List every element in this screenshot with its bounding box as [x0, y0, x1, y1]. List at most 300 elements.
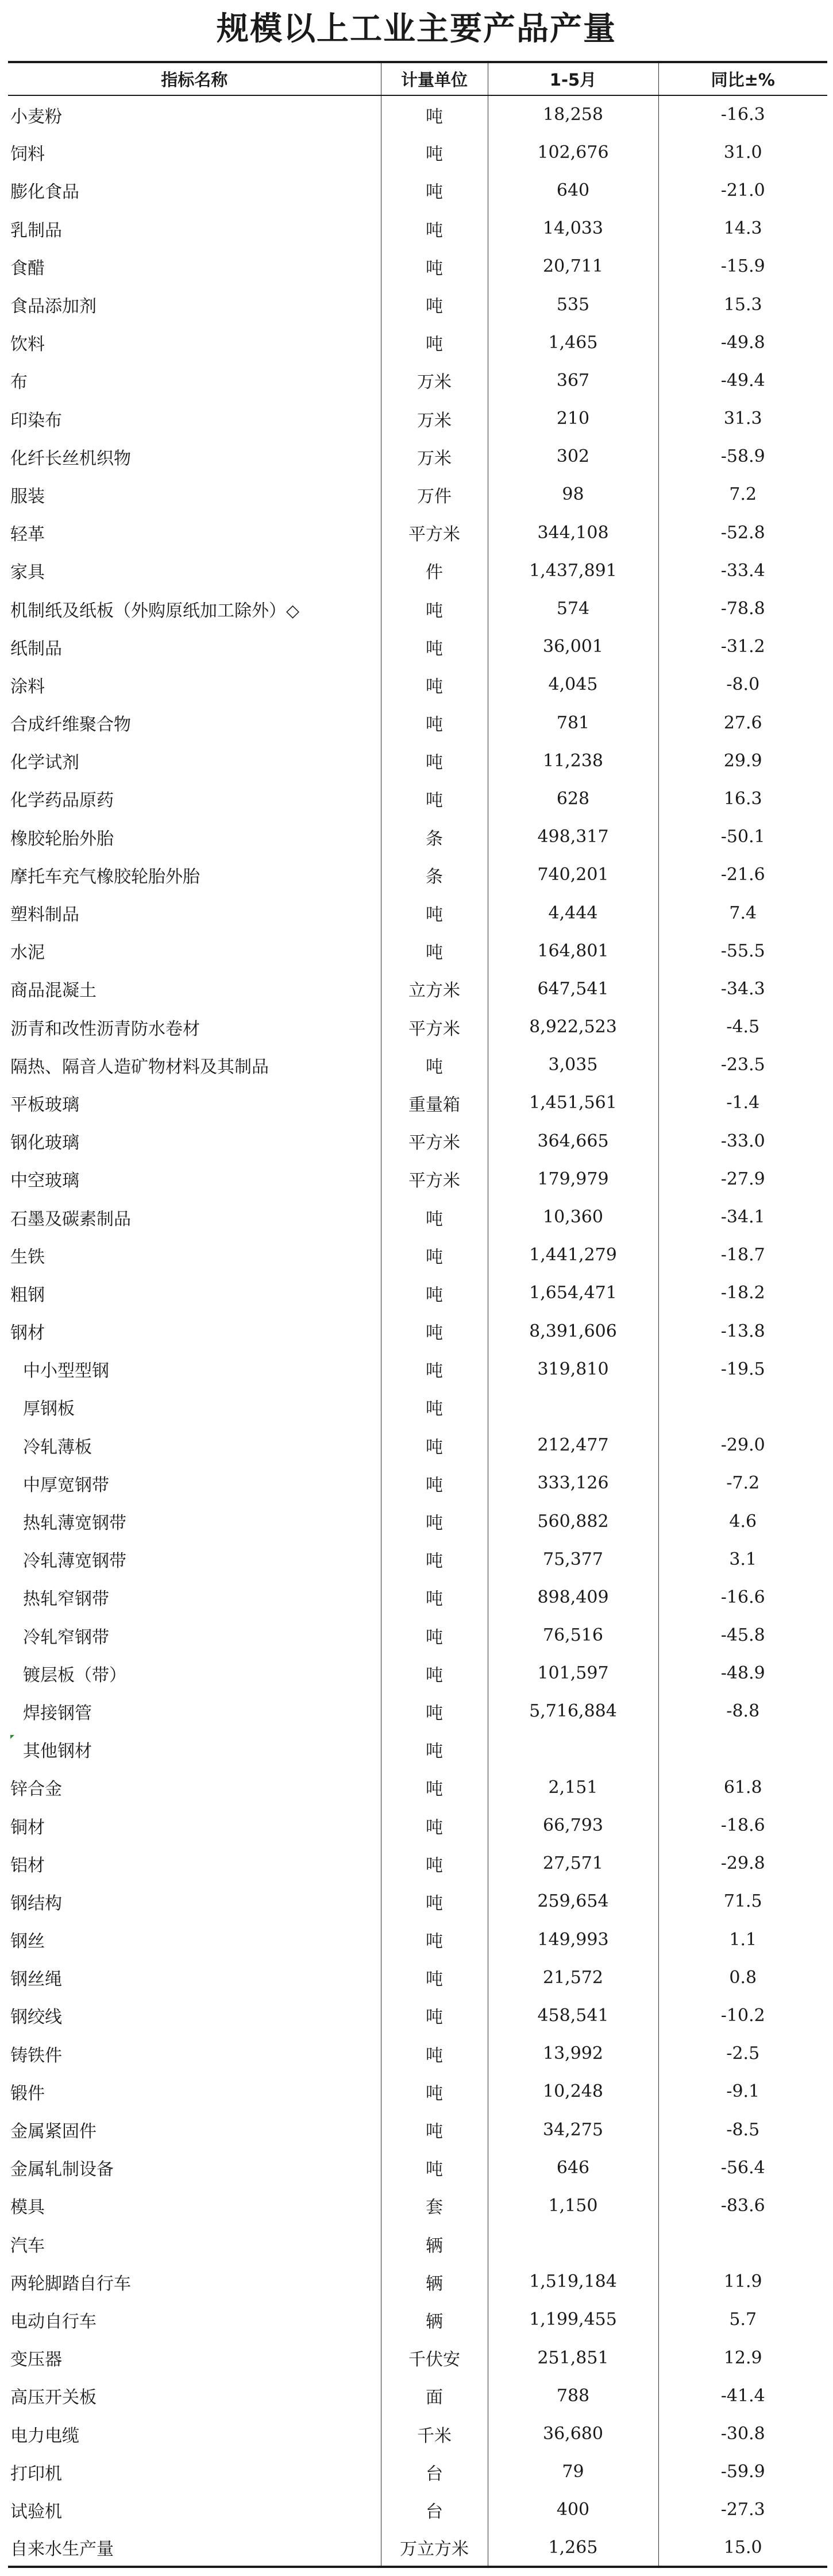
row-value-cell: 1,519,184 [488, 2263, 658, 2301]
table-row [8, 1236, 827, 1274]
table-row [8, 438, 827, 476]
row-value-cell: 1,265 [488, 2529, 658, 2567]
table-row [8, 1806, 827, 1844]
row-change-cell: -27.3 [658, 2491, 827, 2529]
row-change-cell: -21.0 [658, 171, 827, 209]
table-row [8, 361, 827, 399]
row-name-cell: 钢丝绳 [8, 1958, 381, 1996]
row-name-cell: 模具 [8, 2186, 381, 2224]
row-change-cell: 7.4 [658, 894, 827, 932]
row-change-cell: 5.7 [658, 2301, 827, 2339]
table-row [8, 1464, 827, 1502]
row-name-cell: 钢结构 [8, 1883, 381, 1921]
row-value-cell: 164,801 [488, 932, 658, 970]
row-unit-cell: 平方米 [381, 1160, 488, 1198]
row-change-cell: 15.0 [658, 2529, 827, 2567]
table-row [8, 1921, 827, 1958]
row-change-cell: 29.9 [658, 742, 827, 780]
row-name-cell: 饲料 [8, 133, 381, 171]
row-value-cell: 646 [488, 2149, 658, 2186]
row-name-cell: 铸铁件 [8, 2035, 381, 2073]
table-row [8, 1426, 827, 1464]
row-value-cell: 740,201 [488, 856, 658, 894]
row-unit-cell: 吨 [381, 2111, 488, 2149]
header-unit: 计量单位 [381, 62, 488, 95]
row-unit-cell: 立方米 [381, 970, 488, 1008]
row-unit-cell: 千米 [381, 2415, 488, 2452]
row-unit-cell: 吨 [381, 2035, 488, 2073]
row-change-cell: -45.8 [658, 1617, 827, 1655]
table-row [8, 1008, 827, 1046]
row-value-cell: 76,516 [488, 1617, 658, 1655]
table-row [8, 1350, 827, 1388]
row-change-cell: -34.1 [658, 1198, 827, 1236]
table-row [8, 1617, 827, 1655]
row-change-cell: -41.4 [658, 2377, 827, 2415]
row-change-cell: 27.6 [658, 704, 827, 742]
row-unit-cell: 吨 [381, 1768, 488, 1806]
row-change-cell: 14.3 [658, 210, 827, 248]
row-change-cell: -8.8 [658, 1692, 827, 1730]
row-change-cell [658, 1388, 827, 1426]
row-unit-cell: 吨 [381, 171, 488, 209]
row-name-cell: 铜材 [8, 1806, 381, 1844]
row-unit-cell: 台 [381, 2453, 488, 2491]
row-value-cell: 574 [488, 589, 658, 627]
row-name-cell: 冷轧薄板 [8, 1426, 381, 1464]
row-value-cell: 535 [488, 286, 658, 323]
row-value-cell: 400 [488, 2491, 658, 2529]
row-change-cell: -8.0 [658, 666, 827, 704]
row-name-cell: 化学药品原药 [8, 780, 381, 817]
table-row [8, 552, 827, 589]
row-name-cell: 锌合金 [8, 1768, 381, 1806]
row-unit-cell: 万米 [381, 438, 488, 476]
row-unit-cell: 吨 [381, 1388, 488, 1426]
row-unit-cell: 吨 [381, 628, 488, 666]
row-value-cell: 11,238 [488, 742, 658, 780]
row-unit-cell: 吨 [381, 589, 488, 627]
row-name-cell: 高压开关板 [8, 2377, 381, 2415]
row-unit-cell: 吨 [381, 1350, 488, 1388]
row-change-cell: -31.2 [658, 628, 827, 666]
row-value-cell: 20,711 [488, 248, 658, 286]
row-unit-cell: 吨 [381, 323, 488, 361]
row-name-cell: 平板玻璃 [8, 1084, 381, 1122]
row-change-cell: -2.5 [658, 2035, 827, 2073]
table-row [8, 704, 827, 742]
header-change: 同比±% [658, 62, 827, 95]
row-name-cell: 中小型型钢 [8, 1350, 381, 1388]
row-name-cell: 试验机 [8, 2491, 381, 2529]
page-title: 规模以上工业主要产品产量 [217, 10, 616, 48]
row-change-cell: -48.9 [658, 1655, 827, 1692]
row-value-cell: 3,035 [488, 1046, 658, 1084]
row-change-cell: -30.8 [658, 2415, 827, 2452]
row-unit-cell: 吨 [381, 1692, 488, 1730]
row-unit-cell: 套 [381, 2186, 488, 2224]
row-change-cell: 7.2 [658, 476, 827, 514]
row-value-cell: 34,275 [488, 2111, 658, 2149]
table-row [8, 780, 827, 817]
table-row [8, 1540, 827, 1578]
row-unit-cell: 吨 [381, 1236, 488, 1274]
row-value-cell: 4,444 [488, 894, 658, 932]
table-row [8, 2339, 827, 2377]
table-row [8, 1996, 827, 2034]
row-name-cell: 摩托车充气橡胶轮胎外胎 [8, 856, 381, 894]
row-unit-cell: 吨 [381, 742, 488, 780]
row-change-cell: 1.1 [658, 1921, 827, 1958]
row-change-cell [658, 2225, 827, 2263]
row-change-cell: 11.9 [658, 2263, 827, 2301]
row-change-cell: 3.1 [658, 1540, 827, 1578]
row-value-cell: 36,001 [488, 628, 658, 666]
row-value-cell: 1,441,279 [488, 1236, 658, 1274]
row-unit-cell: 吨 [381, 1617, 488, 1655]
row-name-cell: 冷轧薄宽钢带 [8, 1540, 381, 1578]
row-change-cell: -49.4 [658, 361, 827, 399]
row-unit-cell: 吨 [381, 2149, 488, 2186]
row-name-cell: 食品添加剂 [8, 286, 381, 323]
row-name-cell: 食醋 [8, 248, 381, 286]
row-change-cell: 31.0 [658, 133, 827, 171]
header-value: 1-5月 [488, 62, 658, 95]
row-value-cell: 259,654 [488, 1883, 658, 1921]
table-row [8, 171, 827, 209]
row-value-cell: 14,033 [488, 210, 658, 248]
row-value-cell: 560,882 [488, 1502, 658, 1540]
row-name-cell: 打印机 [8, 2453, 381, 2491]
row-unit-cell: 辆 [381, 2263, 488, 2301]
row-unit-cell: 吨 [381, 1806, 488, 1844]
row-value-cell: 98 [488, 476, 658, 514]
table-row [8, 1958, 827, 1996]
row-change-cell [658, 1730, 827, 1768]
row-change-cell: -16.3 [658, 95, 827, 133]
row-unit-cell: 吨 [381, 95, 488, 133]
row-unit-cell: 吨 [381, 1464, 488, 1502]
row-unit-cell: 吨 [381, 1883, 488, 1921]
row-value-cell: 458,541 [488, 1996, 658, 2034]
table-row [8, 2491, 827, 2529]
table-row [8, 1768, 827, 1806]
row-value-cell: 647,541 [488, 970, 658, 1008]
row-value-cell [488, 1730, 658, 1768]
table-row [8, 2301, 827, 2339]
row-name-cell: 机制纸及纸板（外购原纸加工除外）◇ [8, 589, 381, 627]
row-name-cell: 乳制品 [8, 210, 381, 248]
row-change-cell: -34.3 [658, 970, 827, 1008]
row-name-cell: 自来水生产量 [8, 2529, 381, 2567]
row-unit-cell: 吨 [381, 133, 488, 171]
table-row [8, 1692, 827, 1730]
row-name-cell: 电力电缆 [8, 2415, 381, 2452]
row-name-cell: 粗钢 [8, 1274, 381, 1312]
row-change-cell: -78.8 [658, 589, 827, 627]
row-name-cell: 饮料 [8, 323, 381, 361]
row-value-cell: 102,676 [488, 133, 658, 171]
row-value-cell: 8,922,523 [488, 1008, 658, 1046]
row-unit-cell: 万米 [381, 400, 488, 438]
table-row [8, 2415, 827, 2452]
row-change-cell: -27.9 [658, 1160, 827, 1198]
row-unit-cell: 吨 [381, 1921, 488, 1958]
table-row [8, 1198, 827, 1236]
table-row [8, 323, 827, 361]
row-unit-cell: 吨 [381, 1502, 488, 1540]
row-value-cell: 13,992 [488, 2035, 658, 2073]
row-name-cell: 变压器 [8, 2339, 381, 2377]
row-name-cell: 商品混凝土 [8, 970, 381, 1008]
row-unit-cell: 吨 [381, 248, 488, 286]
row-value-cell: 251,851 [488, 2339, 658, 2377]
row-unit-cell: 台 [381, 2491, 488, 2529]
table-row [8, 818, 827, 856]
table-row [8, 628, 827, 666]
row-value-cell: 364,665 [488, 1122, 658, 1160]
row-name-cell: 合成纤维聚合物 [8, 704, 381, 742]
table-row [8, 2111, 827, 2149]
row-unit-cell: 面 [381, 2377, 488, 2415]
row-change-cell: -19.5 [658, 1350, 827, 1388]
row-name-cell: 汽车 [8, 2225, 381, 2263]
table-row [8, 476, 827, 514]
table-row [8, 970, 827, 1008]
table-row [8, 1578, 827, 1616]
row-value-cell: 36,680 [488, 2415, 658, 2452]
production-table [8, 61, 827, 2568]
table-row [8, 1502, 827, 1540]
row-name-cell: 钢化玻璃 [8, 1122, 381, 1160]
table-row [8, 2453, 827, 2491]
table-row [8, 95, 827, 133]
row-name-cell: 钢丝 [8, 1921, 381, 1958]
row-unit-cell: 平方米 [381, 1122, 488, 1160]
table-row [8, 1274, 827, 1312]
table-row [8, 1388, 827, 1426]
row-name-cell: 中厚宽钢带 [8, 1464, 381, 1502]
table-row [8, 2529, 827, 2567]
row-value-cell: 8,391,606 [488, 1312, 658, 1350]
row-value-cell: 498,317 [488, 818, 658, 856]
header-name: 指标名称 [8, 62, 381, 95]
row-value-cell: 10,360 [488, 1198, 658, 1236]
row-change-cell: -56.4 [658, 2149, 827, 2186]
row-change-cell: -7.2 [658, 1464, 827, 1502]
row-value-cell [488, 1388, 658, 1426]
row-value-cell: 18,258 [488, 95, 658, 133]
row-change-cell: -8.5 [658, 2111, 827, 2149]
row-value-cell: 781 [488, 704, 658, 742]
row-name-cell: 生铁 [8, 1236, 381, 1274]
row-value-cell: 66,793 [488, 1806, 658, 1844]
row-value-cell: 1,437,891 [488, 552, 658, 589]
row-name-cell: 镀层板（带） [8, 1655, 381, 1692]
table-row [8, 2073, 827, 2111]
row-change-cell: -1.4 [658, 1084, 827, 1122]
row-unit-cell: 吨 [381, 1312, 488, 1350]
table-row [8, 589, 827, 627]
row-name-cell: 电动自行车 [8, 2301, 381, 2339]
row-unit-cell: 吨 [381, 1655, 488, 1692]
row-unit-cell: 吨 [381, 1198, 488, 1236]
row-name-cell: 涂料 [8, 666, 381, 704]
row-unit-cell: 吨 [381, 1845, 488, 1883]
table-body [8, 95, 827, 2567]
table-row [8, 210, 827, 248]
row-change-cell: -33.4 [658, 552, 827, 589]
row-name-cell: 膨化食品 [8, 171, 381, 209]
row-name-cell: 其他钢材 [8, 1730, 381, 1768]
row-unit-cell: 吨 [381, 1578, 488, 1616]
row-change-cell: -29.8 [658, 1845, 827, 1883]
row-value-cell: 1,199,455 [488, 2301, 658, 2339]
row-unit-cell: 条 [381, 818, 488, 856]
row-name-cell: 锻件 [8, 2073, 381, 2111]
row-name-cell: 橡胶轮胎外胎 [8, 818, 381, 856]
row-change-cell: -10.2 [658, 1996, 827, 2034]
row-unit-cell: 吨 [381, 286, 488, 323]
row-name-cell: 化学试剂 [8, 742, 381, 780]
row-unit-cell: 吨 [381, 1540, 488, 1578]
row-value-cell: 27,571 [488, 1845, 658, 1883]
row-unit-cell: 千伏安 [381, 2339, 488, 2377]
table-row [8, 856, 827, 894]
row-unit-cell: 重量箱 [381, 1084, 488, 1122]
row-name-cell: 热轧窄钢带 [8, 1578, 381, 1616]
row-change-cell: 71.5 [658, 1883, 827, 1921]
row-name-cell: 焊接钢管 [8, 1692, 381, 1730]
row-name-cell: 石墨及碳素制品 [8, 1198, 381, 1236]
row-value-cell: 640 [488, 171, 658, 209]
row-value-cell: 210 [488, 400, 658, 438]
row-change-cell: -21.6 [658, 856, 827, 894]
row-unit-cell: 吨 [381, 780, 488, 817]
row-value-cell: 302 [488, 438, 658, 476]
row-change-cell: 15.3 [658, 286, 827, 323]
row-unit-cell: 条 [381, 856, 488, 894]
row-name-cell: 小麦粉 [8, 95, 381, 133]
row-change-cell: 31.3 [658, 400, 827, 438]
row-change-cell: -58.9 [658, 438, 827, 476]
row-unit-cell: 吨 [381, 1958, 488, 1996]
table-header-row [8, 62, 827, 95]
row-name-cell: 塑料制品 [8, 894, 381, 932]
row-change-cell: -16.6 [658, 1578, 827, 1616]
row-unit-cell: 吨 [381, 210, 488, 248]
row-value-cell: 319,810 [488, 1350, 658, 1388]
table-row [8, 2263, 827, 2301]
row-value-cell: 4,045 [488, 666, 658, 704]
table-row [8, 1160, 827, 1198]
row-unit-cell: 平方米 [381, 514, 488, 552]
row-value-cell: 1,465 [488, 323, 658, 361]
row-change-cell: 0.8 [658, 1958, 827, 1996]
table-row [8, 514, 827, 552]
row-change-cell: 61.8 [658, 1768, 827, 1806]
table-row [8, 742, 827, 780]
row-change-cell: -18.7 [658, 1236, 827, 1274]
row-unit-cell: 吨 [381, 1274, 488, 1312]
row-unit-cell: 吨 [381, 1996, 488, 2034]
row-name-cell: 金属紧固件 [8, 2111, 381, 2149]
row-change-cell: -59.9 [658, 2453, 827, 2491]
row-name-cell: 钢绞线 [8, 1996, 381, 2034]
row-change-cell: -83.6 [658, 2186, 827, 2224]
table-row [8, 2225, 827, 2263]
row-name-cell: 服装 [8, 476, 381, 514]
row-name-cell: 金属轧制设备 [8, 2149, 381, 2186]
row-value-cell: 149,993 [488, 1921, 658, 1958]
row-change-cell: -4.5 [658, 1008, 827, 1046]
row-value-cell: 10,248 [488, 2073, 658, 2111]
table-row [8, 932, 827, 970]
table-row [8, 133, 827, 171]
row-value-cell: 1,451,561 [488, 1084, 658, 1122]
row-value-cell: 333,126 [488, 1464, 658, 1502]
row-change-cell: -49.8 [658, 323, 827, 361]
row-change-cell: -18.2 [658, 1274, 827, 1312]
table-row [8, 1046, 827, 1084]
row-unit-cell: 吨 [381, 1426, 488, 1464]
row-change-cell: 12.9 [658, 2339, 827, 2377]
row-name-cell: 印染布 [8, 400, 381, 438]
row-change-cell: -9.1 [658, 2073, 827, 2111]
row-unit-cell: 吨 [381, 1730, 488, 1768]
row-value-cell: 344,108 [488, 514, 658, 552]
table-row [8, 248, 827, 286]
row-value-cell: 1,654,471 [488, 1274, 658, 1312]
row-value-cell: 628 [488, 780, 658, 817]
row-value-cell: 788 [488, 2377, 658, 2415]
row-value-cell: 212,477 [488, 1426, 658, 1464]
row-change-cell: -29.0 [658, 1426, 827, 1464]
row-name-cell: 隔热、隔音人造矿物材料及其制品 [8, 1046, 381, 1084]
row-unit-cell: 吨 [381, 2073, 488, 2111]
row-value-cell: 2,151 [488, 1768, 658, 1806]
table-row [8, 1883, 827, 1921]
row-value-cell [488, 2225, 658, 2263]
row-name-cell: 化纤长丝机织物 [8, 438, 381, 476]
row-unit-cell: 平方米 [381, 1008, 488, 1046]
row-unit-cell: 万件 [381, 476, 488, 514]
row-value-cell: 179,979 [488, 1160, 658, 1198]
row-change-cell: -55.5 [658, 932, 827, 970]
row-unit-cell: 辆 [381, 2301, 488, 2339]
row-unit-cell: 辆 [381, 2225, 488, 2263]
table-row [8, 1655, 827, 1692]
row-value-cell: 5,716,884 [488, 1692, 658, 1730]
table-row [8, 286, 827, 323]
table-row [8, 1122, 827, 1160]
row-name-cell: 冷轧窄钢带 [8, 1617, 381, 1655]
table-row [8, 666, 827, 704]
row-change-cell: -13.8 [658, 1312, 827, 1350]
row-unit-cell: 吨 [381, 1046, 488, 1084]
row-change-cell: -15.9 [658, 248, 827, 286]
row-change-cell: -23.5 [658, 1046, 827, 1084]
table-row [8, 2149, 827, 2186]
table-row [8, 1845, 827, 1883]
row-value-cell: 1,150 [488, 2186, 658, 2224]
row-name-cell: 沥青和改性沥青防水卷材 [8, 1008, 381, 1046]
table-row [8, 2186, 827, 2224]
row-value-cell: 898,409 [488, 1578, 658, 1616]
row-name-cell: 铝材 [8, 1845, 381, 1883]
row-name-cell: 家具 [8, 552, 381, 589]
table-row [8, 2377, 827, 2415]
